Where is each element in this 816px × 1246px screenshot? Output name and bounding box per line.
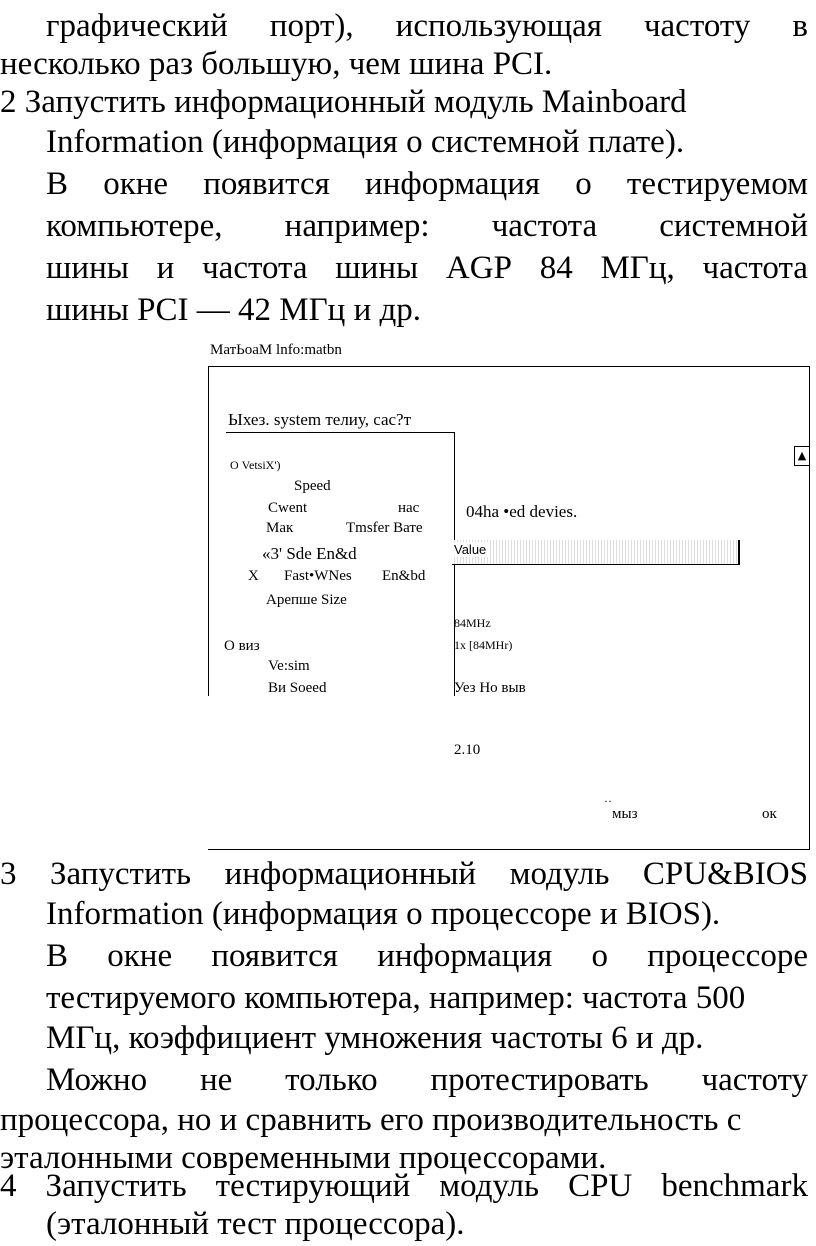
step-4-heading xyxy=(0,1166,808,1206)
text-line: Information (информация о процессоре и BIOS). xyxy=(46,896,721,932)
word: CPU xyxy=(568,1168,633,1204)
word: Запустить xyxy=(50,856,192,892)
tree-item-version2[interactable]: Ve:sim xyxy=(268,658,310,674)
word: появится xyxy=(203,166,330,202)
value-1x: 1x [84MHr) xyxy=(454,638,513,652)
text-line: процессора, но и сравнить его производительность с xyxy=(0,1102,742,1138)
text-line: тестируемого компьютера, например: частота 500 xyxy=(46,980,746,1016)
word: частота xyxy=(202,250,308,286)
button-mark: ·· xyxy=(604,794,612,808)
word: информация xyxy=(365,166,541,202)
word: информационный xyxy=(224,856,477,892)
tree-item-max[interactable]: Мак xyxy=(266,520,294,536)
word: и xyxy=(156,250,175,286)
tree-item-transfer-rate[interactable]: Tmsfer Вате xyxy=(346,520,423,536)
step-2-heading: 2 Запустить информационный модуль Mainboard xyxy=(0,84,687,120)
word: модуль xyxy=(439,1168,540,1204)
text-line: (эталонный тест процессора). xyxy=(46,1206,465,1242)
word: системной xyxy=(659,208,808,244)
text-line: эталонными современными процессорами. xyxy=(0,1140,607,1176)
word: тестируемом xyxy=(626,166,808,202)
window-border xyxy=(809,366,810,850)
word: 3 xyxy=(0,856,17,892)
mainboard-info-screenshot xyxy=(208,340,808,850)
tree-item-version[interactable]: О VetsiX') xyxy=(230,458,281,472)
word: протестировать xyxy=(430,1062,649,1098)
word: только xyxy=(285,1062,378,1098)
word: в xyxy=(792,8,808,44)
word: частота xyxy=(702,250,808,286)
word: CPU&BIOS xyxy=(642,856,808,892)
word: частота xyxy=(491,208,598,244)
word: benchmark xyxy=(661,1168,808,1204)
window-border xyxy=(208,849,810,850)
word: процессоре xyxy=(647,938,808,974)
divider xyxy=(226,432,454,433)
word: например: xyxy=(284,208,430,244)
tree-item-current[interactable]: Cwent xyxy=(268,500,308,516)
attached-devices-label: 04ha •ed devies. xyxy=(466,502,578,521)
text-line xyxy=(46,164,808,204)
text-line xyxy=(46,248,808,288)
word: 84 xyxy=(539,250,573,286)
tree-item-aperture-size[interactable]: Арепше Size xyxy=(266,592,347,608)
tree-item-bus[interactable]: О виз xyxy=(224,638,260,654)
word: 4 xyxy=(0,1168,17,1204)
value-version: 2.10 xyxy=(454,742,481,758)
word: AGP xyxy=(445,250,512,286)
word: появится xyxy=(211,938,338,974)
word: Можно xyxy=(46,1062,148,1098)
text-line xyxy=(46,206,808,246)
text-line xyxy=(46,936,808,976)
mbz-button[interactable]: мыз xyxy=(612,806,638,822)
word: о xyxy=(575,166,592,202)
word: модуль xyxy=(509,856,610,892)
word: информация xyxy=(377,938,553,974)
window-border xyxy=(208,366,209,696)
word: шины xyxy=(46,250,129,286)
word: частоту xyxy=(643,8,751,44)
ok-button[interactable]: ок xyxy=(762,806,777,822)
text-line xyxy=(46,1060,808,1100)
word: графический xyxy=(46,8,228,44)
text-line: Information (информация о системной плате). xyxy=(46,124,685,160)
word: о xyxy=(591,938,608,974)
text-line: несколько раз большую, чем шина PCI. xyxy=(0,46,553,82)
tree-item-x: X xyxy=(248,568,259,584)
tree-item-current-unit: нас xyxy=(398,500,420,516)
word: тестирующий xyxy=(215,1168,411,1204)
group-title: Ыхез. system телиу, сас?т xyxy=(228,410,412,429)
value-header-label: Value xyxy=(454,542,490,557)
word: не xyxy=(200,1062,233,1098)
word: шины xyxy=(335,250,419,286)
word: Запустить xyxy=(45,1168,187,1204)
word: компьютере, xyxy=(46,208,223,244)
tree-item-speed[interactable]: Speed xyxy=(294,478,331,494)
word: частоту xyxy=(701,1062,808,1098)
word: В xyxy=(46,938,69,974)
word: окне xyxy=(107,938,173,974)
text-line xyxy=(46,6,808,46)
value-header xyxy=(452,540,740,565)
tree-item-side-enabled[interactable]: «3' Sde En&d xyxy=(262,544,357,563)
tree-item-bus-speed[interactable]: Ви Soeed xyxy=(268,680,327,696)
value-84mhz: 84MHz xyxy=(454,616,491,630)
step-3-heading xyxy=(0,854,808,894)
word: В xyxy=(46,166,69,202)
word: МГц, xyxy=(600,250,675,286)
value-yes-no: Уез Но выв xyxy=(454,680,526,696)
scroll-up-icon[interactable]: ▲ xyxy=(794,446,810,466)
text-line: шины PCI — 42 МГц и др. xyxy=(46,292,422,328)
text-line: МГц, коэффициент умножения частоты 6 и др. xyxy=(46,1020,704,1056)
tree-item-fast-writes-value: En&bd xyxy=(382,568,426,584)
word: порт), xyxy=(269,8,354,44)
tree-item-fast-writes[interactable]: Fast•WNes xyxy=(284,568,352,584)
word: использующая xyxy=(395,8,602,44)
window-title: МатЬоаМ lnfo:matbn xyxy=(210,342,342,358)
word: окне xyxy=(103,166,169,202)
window-border xyxy=(208,366,810,367)
